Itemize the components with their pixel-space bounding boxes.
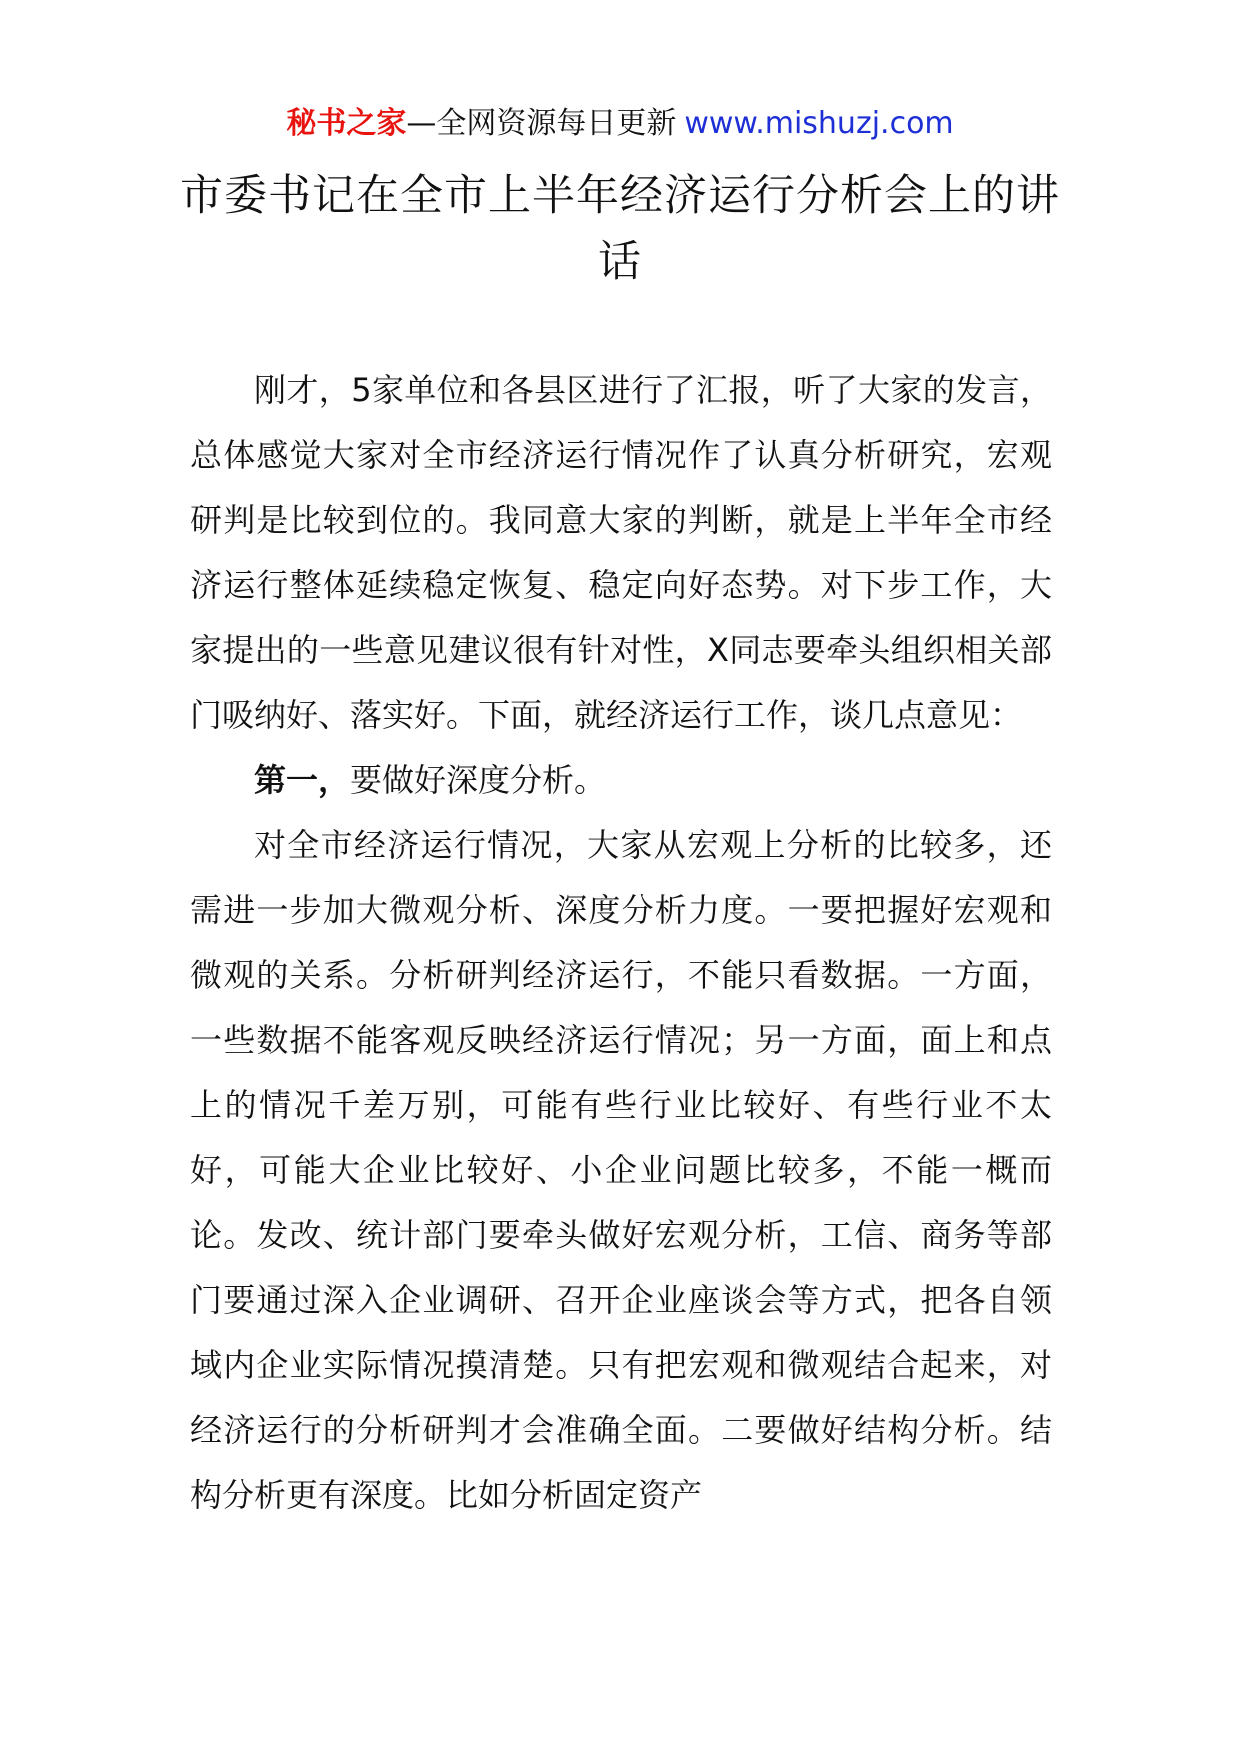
section-label: 第一， — [254, 761, 351, 799]
site-slogan: —全网资源每日更新 — [406, 106, 677, 141]
document-body — [190, 358, 1052, 1528]
document-title: 市委书记在全市上半年经济运行分析会上的讲话 — [180, 171, 1060, 287]
opening-paragraph: 刚才，5家单位和各县区进行了汇报，听了大家的发言，总体感觉大家对全市经济运行情况作了认真分析研究，宏观研判是比较到位的。我同意大家的判断，就是上半年全市经济运行整体延续稳定恢复、稳定向好态势。对下步工作，大家提出的一些意见建议很有针对性，X同志要牵头组织相关部门吸纳好、落实好。下面，就经济运行工作，谈几点意见： — [190, 371, 1052, 734]
section-heading-text: 要做好深度分析。 — [350, 761, 607, 799]
section-paragraph: 对全市经济运行情况，大家从宏观上分析的比较多，还需进一步加大微观分析、深度分析力度。一要把握好宏观和微观的关系。分析研判经济运行，不能只看数据。一方面，一些数据不能客观反映经济运行情况；另一方面，面上和点上的情况千差万别，可能有些行业比较好、有些行业不太好，可能大企业比较好、小企业问题比较多，不能一概而论。发改、统计部门要牵头做好宏观分析，工信、商务等部门要通过深入企业调研、召开企业座谈会等方式，把各自领域内企业实际情况摸清楚。只有把宏观和微观结合起来，对经济运行的分析研判才会准确全面。二要做好结构分析。结构分析更有深度。比如分析固定资产 — [190, 826, 1052, 1514]
site-header — [0, 104, 1240, 144]
brand-name: 秘书之家 — [286, 106, 407, 141]
site-url-link[interactable]: www.mishuzj.com — [684, 106, 954, 141]
section-heading — [190, 748, 1052, 813]
